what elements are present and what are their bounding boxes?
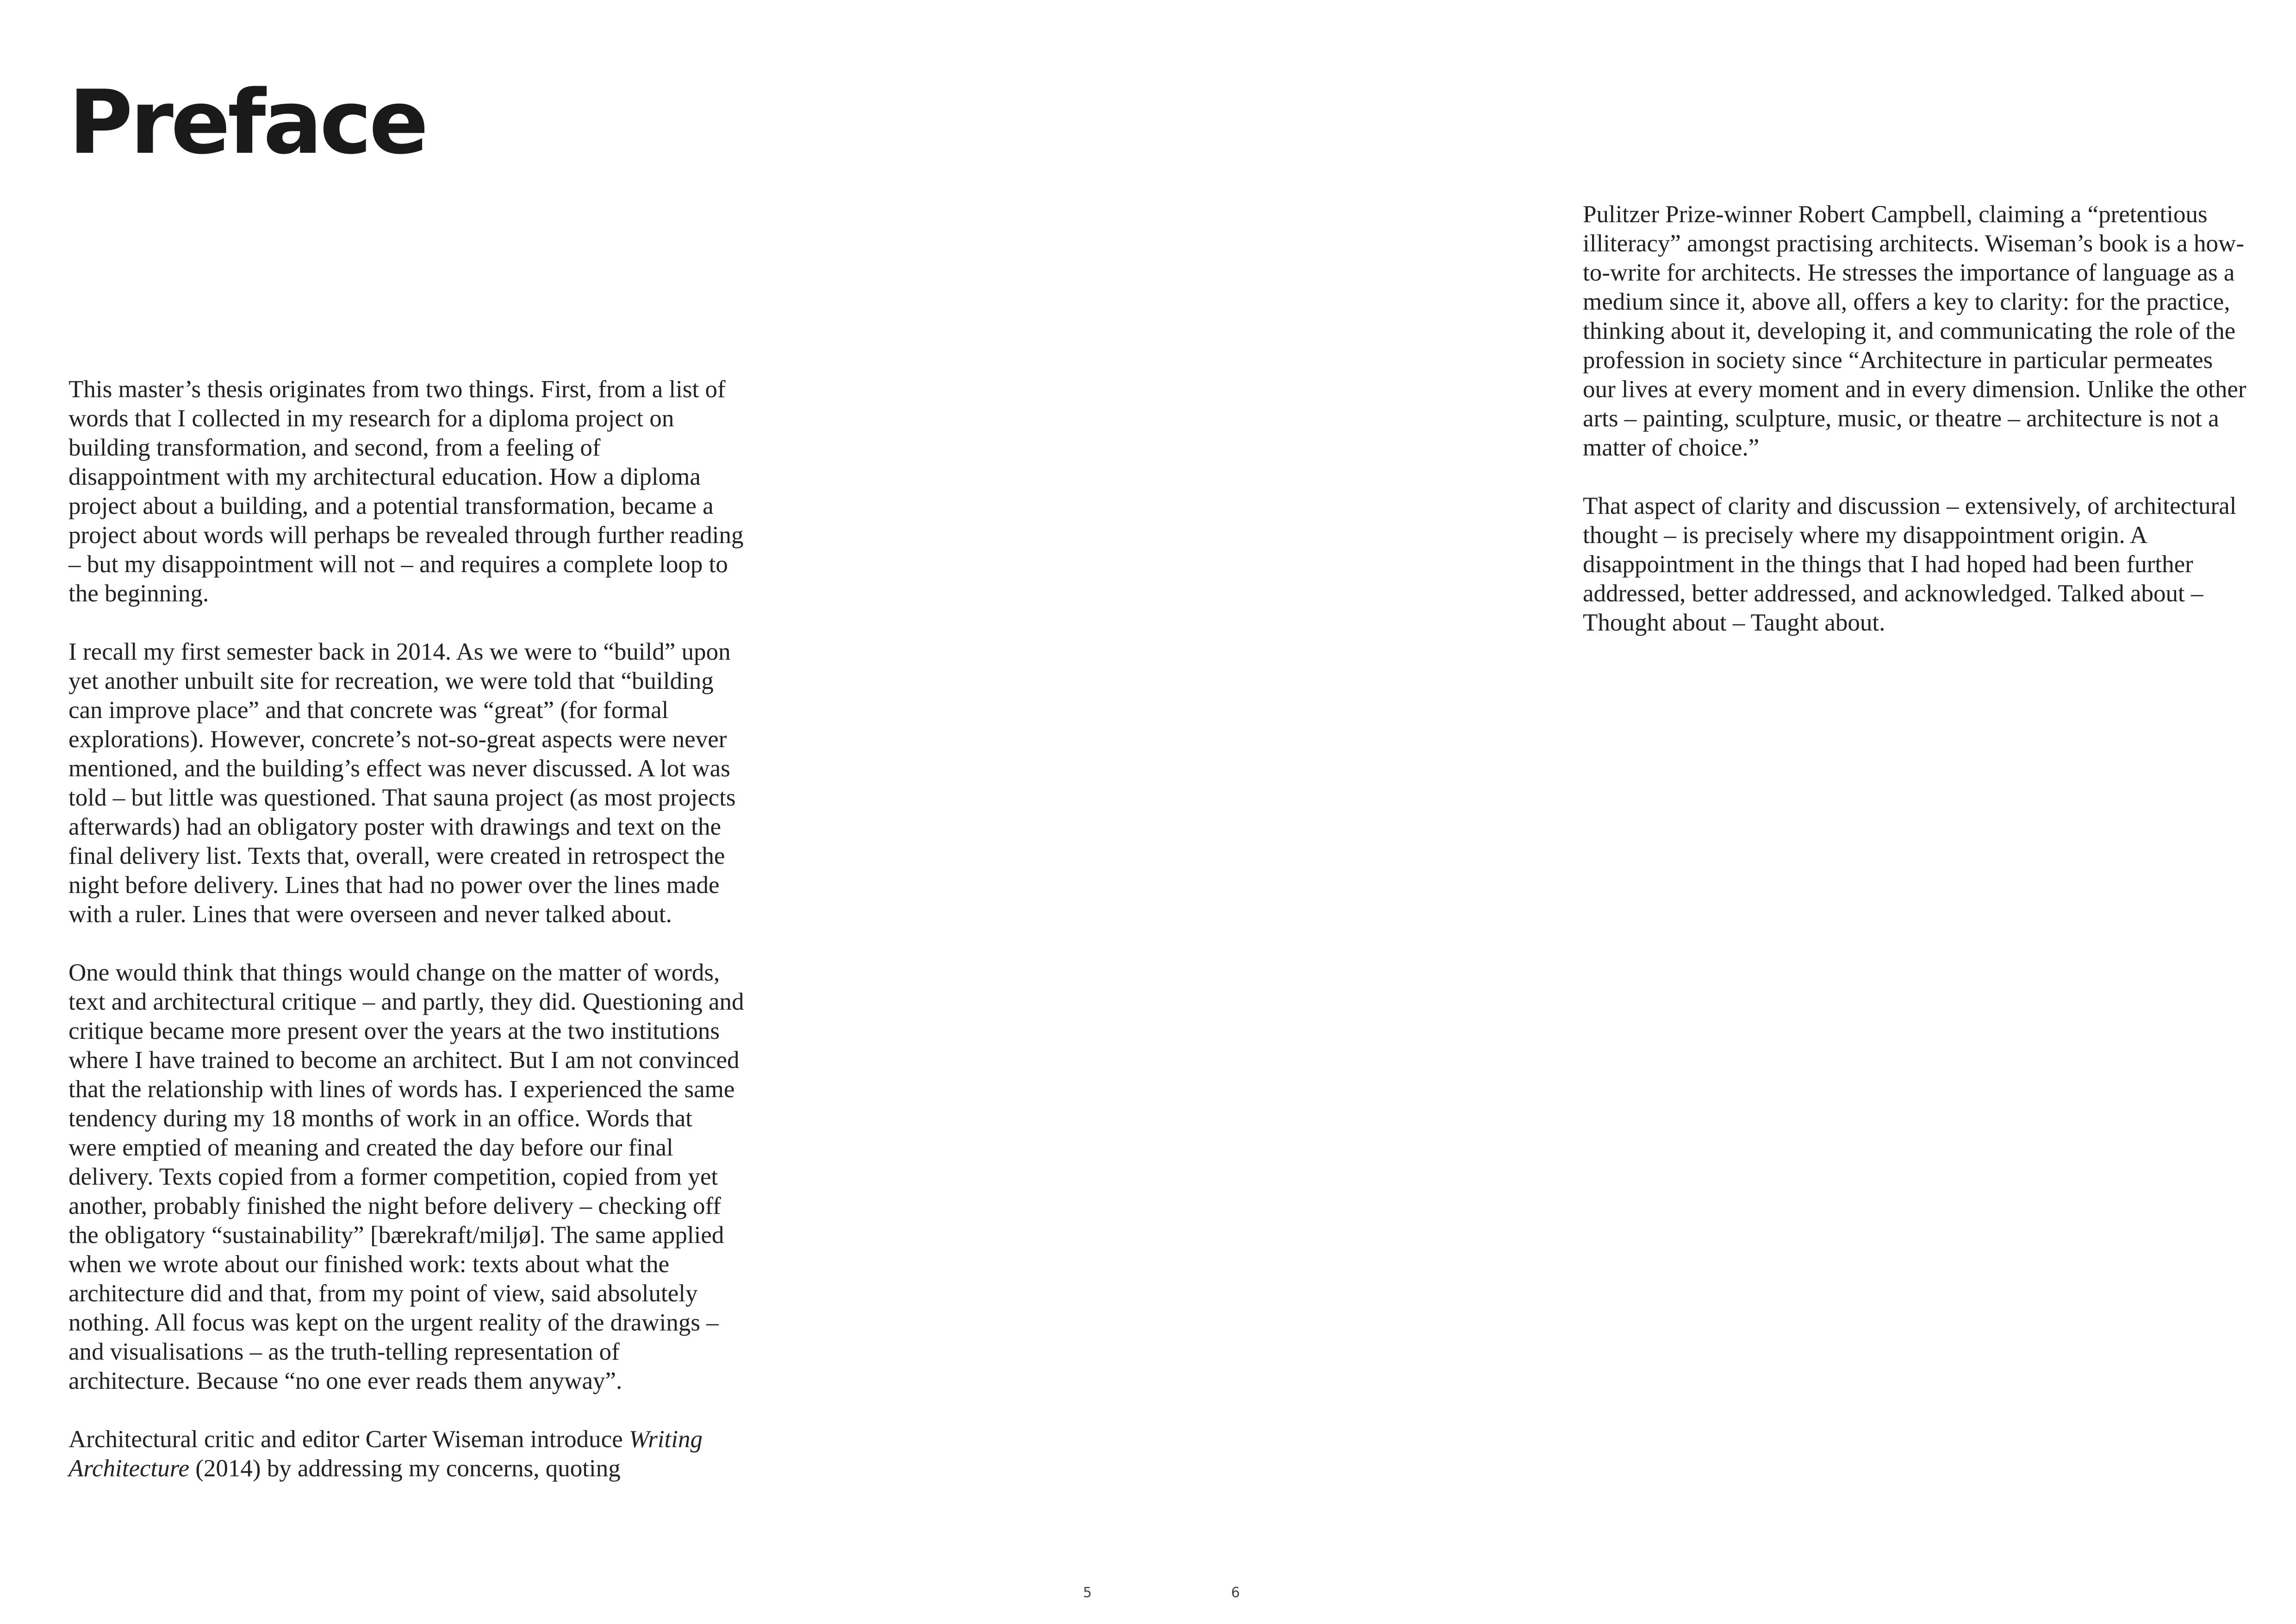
right-text-column (1583, 200, 2249, 667)
page-number-right: 6 (1231, 1585, 1240, 1601)
page-number-left: 5 (1083, 1585, 1092, 1601)
paragraph: This master’s thesis originates from two things. First, from a list of words that I collected in my research for a diploma project on building transformation, and second, from a feeling of disappointment with my architectural education. How a diploma project about a building, and a potential transformation, became a project about words will perhaps be revealed through further reading – but my disappointment will not – and requires a complete loop to the beginning. (68, 376, 744, 607)
left-text-column (68, 375, 744, 1512)
paragraph: Pulitzer Prize-winner Robert Campbell, claiming a “pretentious illiteracy” amongst practising architects. Wiseman’s book is a how-to-write for architects. He stresses the importance of language as a medium since it, above all, offers a key to clarity: for the practice, thinking about it, developing it, and communicating the role of the profession in society since “Architecture in particular permeates our lives at every moment and in every dimension. Unlike the other arts – painting, sculpture, music, or theatre – architecture is not a matter of choice.” (1583, 201, 2246, 461)
paragraph: One would think that things would change on the matter of words, text and architectural critique – and partly, they did. Questioning and critique became more present over the years at the two institutions where I have trained to become an architect. But I am not convinced that the relationship with lines of words has. I experienced the same tendency during my 18 months of work in an office. Words that were emptied of meaning and created the day before our final delivery. Texts copied from a former competition, copied from yet another, probably finished the night before delivery – checking off the obligatory “sustainability” [bærekraft/miljø]. The same applied when we wrote about our finished work: texts about what the architecture did and that, from my point of view, said absolutely nothing. All focus was kept on the urgent reality of the drawings – and visualisations – as the truth-telling representation of architecture. Because “no one ever reads them anyway”. (68, 959, 744, 1394)
book-title: Writing Architecture (68, 1426, 703, 1482)
paragraph: I recall my first semester back in 2014. As we were to “build” upon yet another unbuilt site for recreation, we were told that “building can improve place” and that concrete was “great” (for formal explorations). However, concrete’s not-so-great aspects were never mentioned, and the building’s effect was never discussed. A lot was told – but little was questioned. That sauna project (as most projects afterwards) had an obligatory poster with drawings and text on the final delivery list. Texts that, overall, were created in retrospect the night before delivery. Lines that had no power over the lines made with a ruler. Lines that were overseen and never talked about. (68, 638, 736, 928)
paragraph-text-after: (2014) by addressing my concerns, quoting (189, 1455, 621, 1482)
paragraph-text-before: Architectural critic and editor Carter Wiseman introduce (68, 1426, 629, 1453)
paragraph: That aspect of clarity and discussion – extensively, of architectural thought – is precisely where my disappointment origin. A disappointment in the things that I had hoped had been further addressed, better addressed, and acknowledged. Talked about – Thought about – Taught about. (1583, 493, 2237, 636)
page-title: Preface (68, 71, 426, 174)
paragraph-with-citation (68, 1425, 744, 1483)
